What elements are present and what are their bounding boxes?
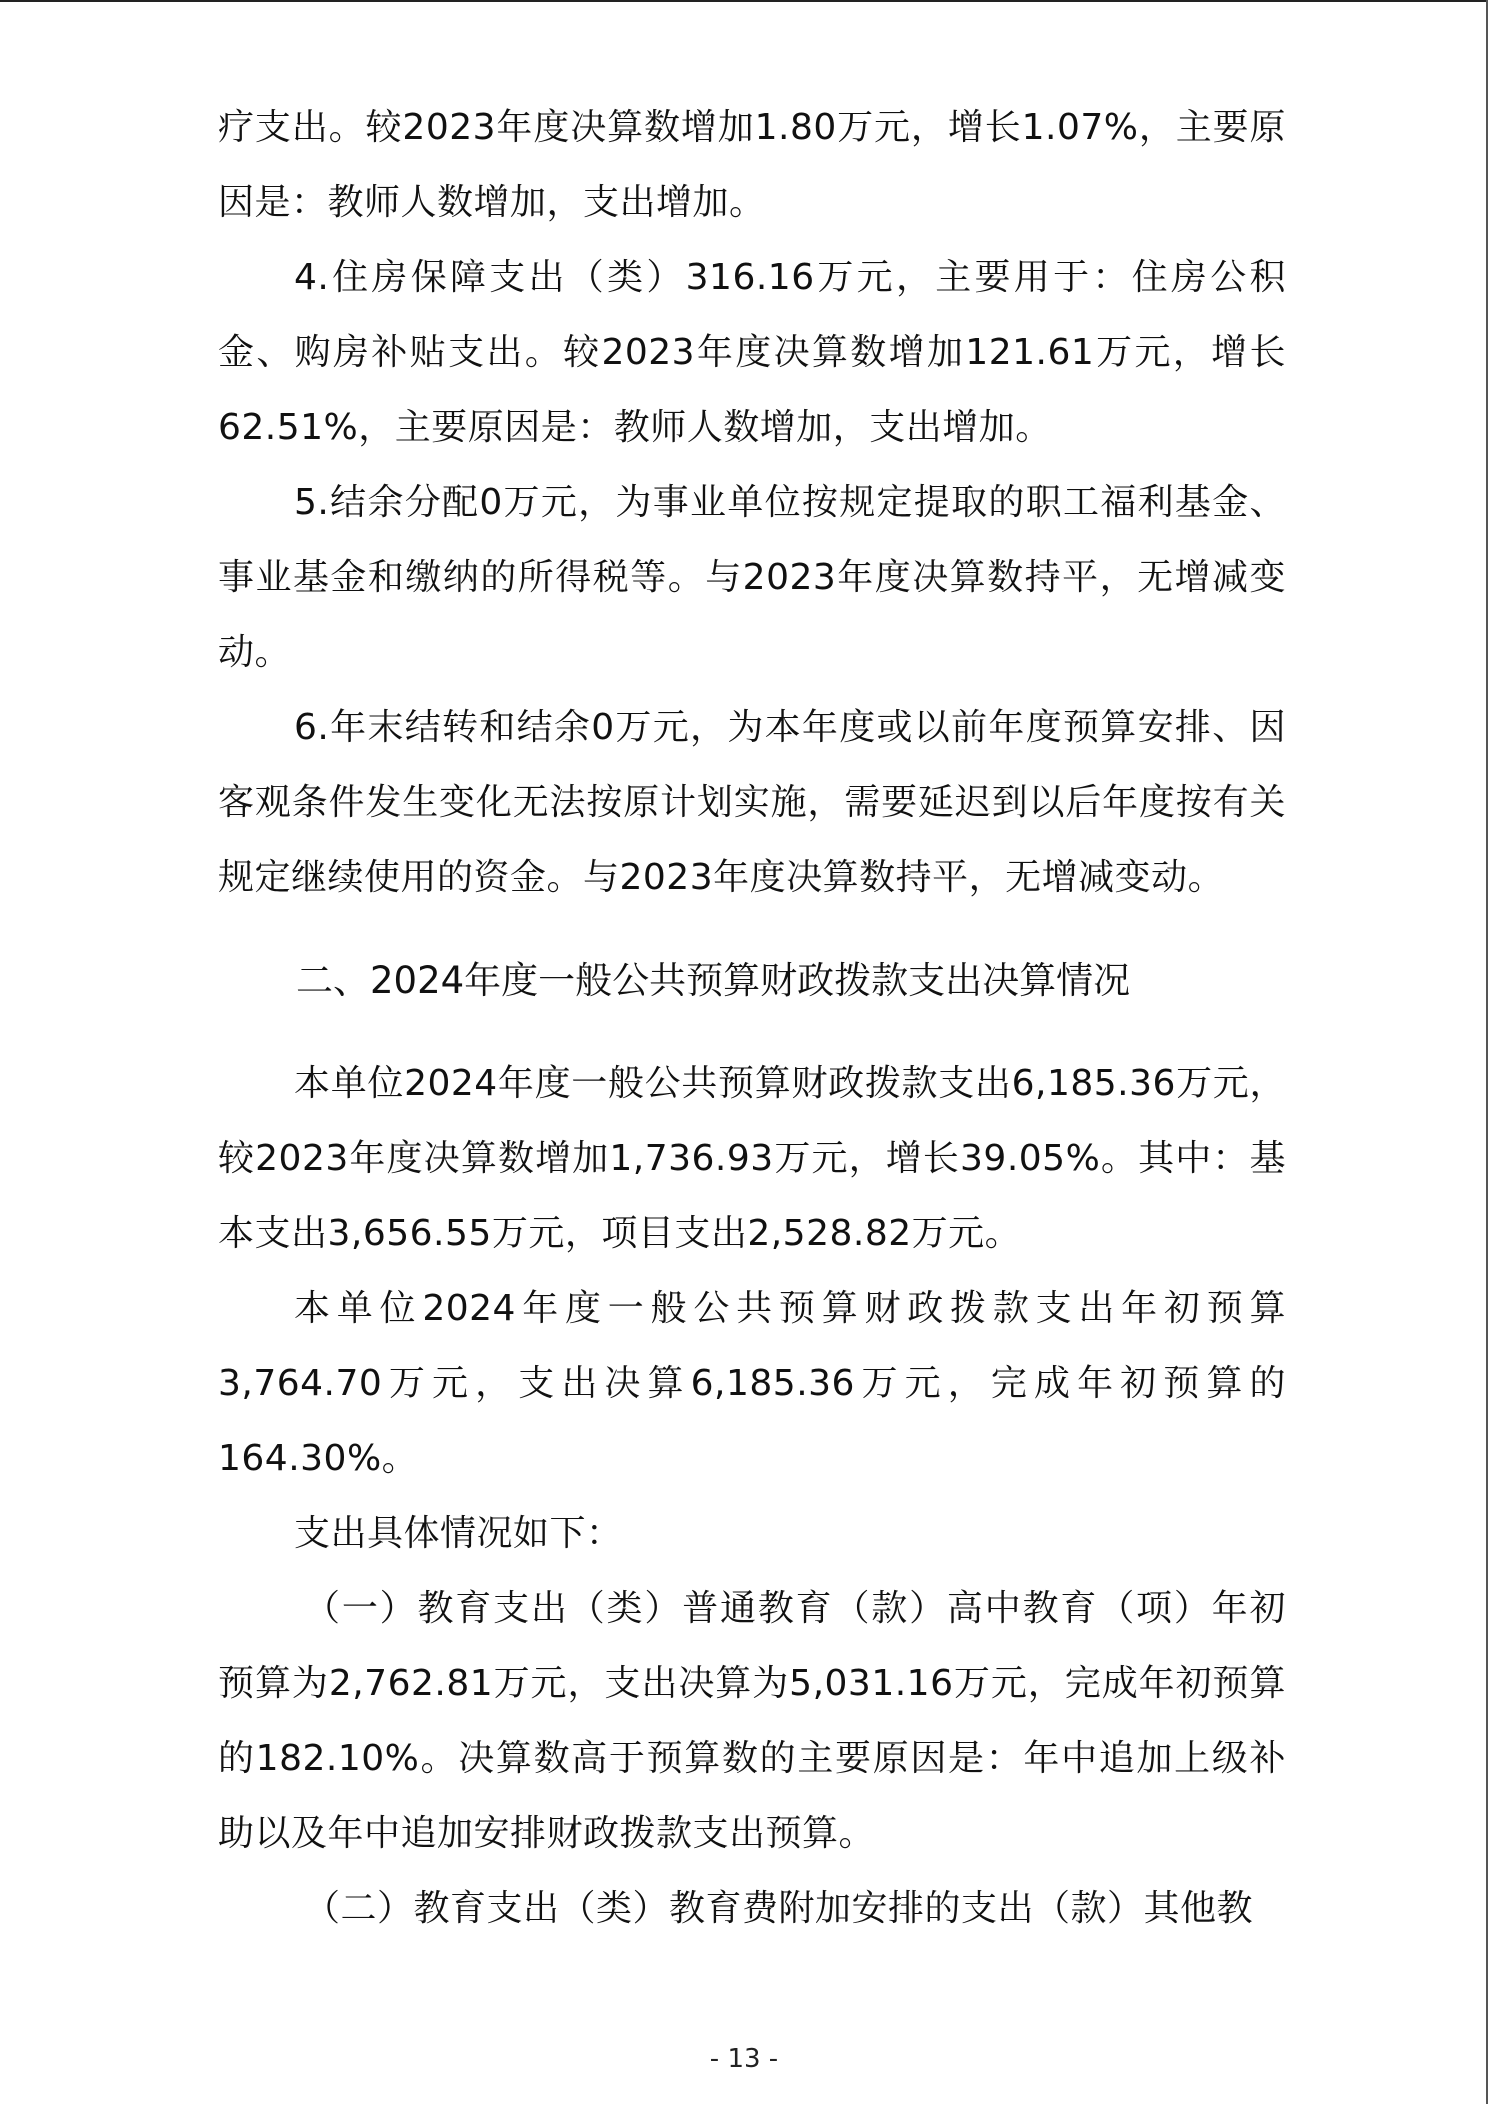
paragraph-details-intro: 支出具体情况如下： [294,1513,623,1554]
paragraph-year-end-carryover: 6.年末结转和结余0万元，为本年度或以前年度预算安排、因客观条件发生变化无法按原计划实施，需要延迟到以后年度按有关规定继续使用的资金。与2023年度决算数持平，无增减变动。 [218,707,1286,898]
section-heading: 二、2024年度一般公共预算财政拨款支出决算情况 [296,959,1131,1002]
page-number: - 13 - [709,2044,779,2074]
paragraph-budget-completion: 本单位2024年度一般公共预算财政拨款支出年初预算3,764.70万元，支出决算6,185.36万元，完成年初预算的164.30%。 [218,1288,1286,1479]
paragraph-item-one: （一）教育支出（类）普通教育（款）高中教育（项）年初预算为2,762.81万元，支出决算为5,031.16万元，完成年初预算的182.10%。决算数高于预算数的主要原因是：年中追加上级补助以及年中追加安排财政拨款支出预算。 [218,1588,1286,1854]
paragraph-item-two: （二）教育支出（类）教育费附加安排的支出（款）其他教 [304,1888,1254,1929]
paragraph-medical-expense-continued: 疗支出。较2023年度决算数增加1.80万元，增长1.07%，主要原因是：教师人数增加，支出增加。 [218,107,1286,223]
paragraph-surplus-distribution: 5.结余分配0万元，为事业单位按规定提取的职工福利基金、事业基金和缴纳的所得税等。与2023年度决算数持平，无增减变动。 [218,482,1286,673]
paragraph-total-expense: 本单位2024年度一般公共预算财政拨款支出6,185.36万元，较2023年度决算数增加1,736.93万元，增长39.05%。其中：基本支出3,656.55万元，项目支出2,528.82万元。 [218,1063,1286,1254]
document-page [218,90,1286,1946]
paragraph-housing-expense: 4.住房保障支出（类）316.16万元，主要用于：住房公积金、购房补贴支出。较2023年度决算数增加121.61万元，增长62.51%，主要原因是：教师人数增加，支出增加。 [218,257,1286,448]
page-top-border [0,0,1488,2]
